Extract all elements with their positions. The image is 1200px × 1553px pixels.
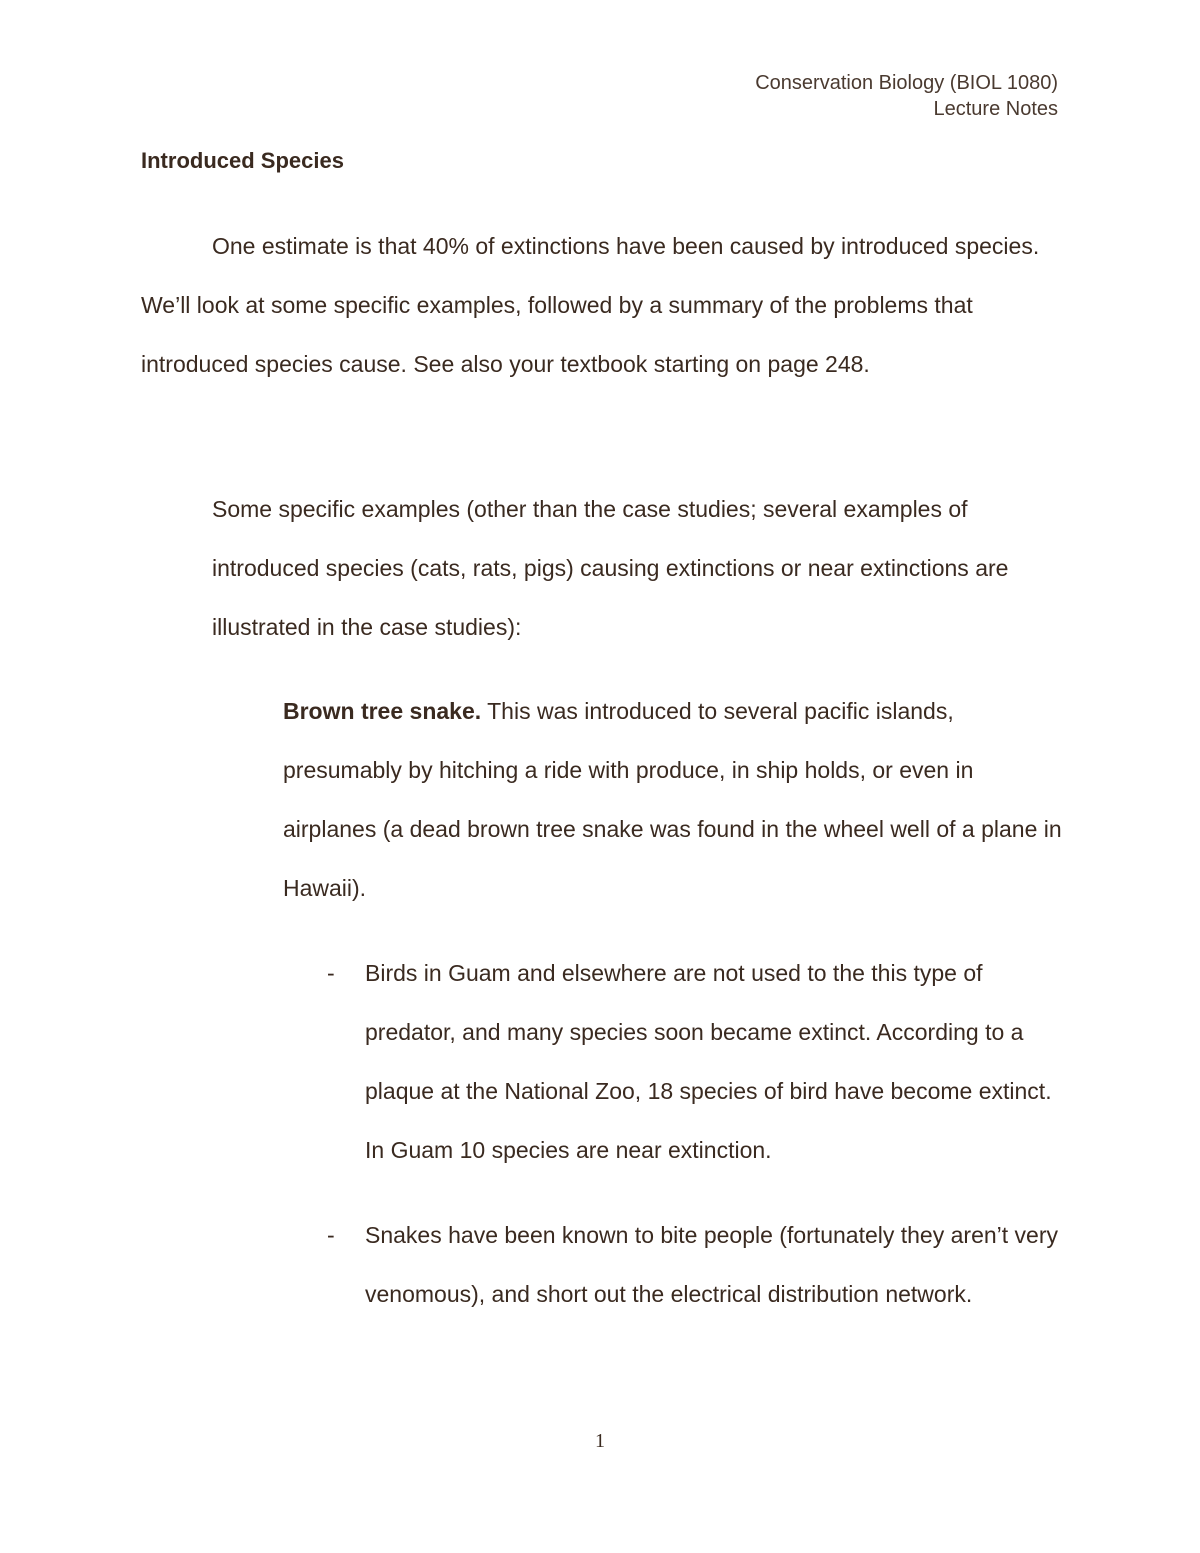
brown-tree-snake-text: This was introduced to several pacific islands, presumably by hitching a ride with produce, in ship holds, or even in airplanes (a dead brown tree snake was found in the wheel well of a plane in Hawaii). [283, 698, 1062, 901]
bullet-text: Birds in Guam and elsewhere are not used to the this type of predator, and many species soon became extinct. According to a plaque at the National Zoo, 18 species of bird have become extinct. In Guam 10 species are near extinction. [365, 960, 1052, 1163]
intro-paragraph: One estimate is that 40% of extinctions have been caused by introduced species. We’ll look at some specific examples, followed by a summary of the problems that introduced species cause. See also your textbook starting on page 248. [141, 233, 1040, 377]
brown-tree-snake-paragraph [283, 682, 1063, 918]
section-title: Introduced Species [141, 148, 344, 173]
page-number: 1 [595, 1430, 605, 1452]
brown-tree-snake-heading: Brown tree snake. [283, 698, 482, 724]
course-name: Conservation Biology (BIOL 1080) [755, 72, 1058, 94]
list-item [327, 944, 1065, 1180]
examples-intro-paragraph: Some specific examples (other than the case studies; several examples of introduced species (cats, rats, pigs) causing extinctions or near extinctions are illustrated in the case studies): [212, 496, 1009, 640]
page-header [755, 70, 1058, 122]
bullet-marker: - [327, 1222, 335, 1248]
list-item [327, 1206, 1065, 1324]
bullet-marker: - [327, 960, 335, 986]
bullet-text: Snakes have been known to bite people (fortunately they aren’t very venomous), and short out the electrical distribution network. [365, 1222, 1058, 1307]
header-subtitle: Lecture Notes [933, 98, 1058, 120]
